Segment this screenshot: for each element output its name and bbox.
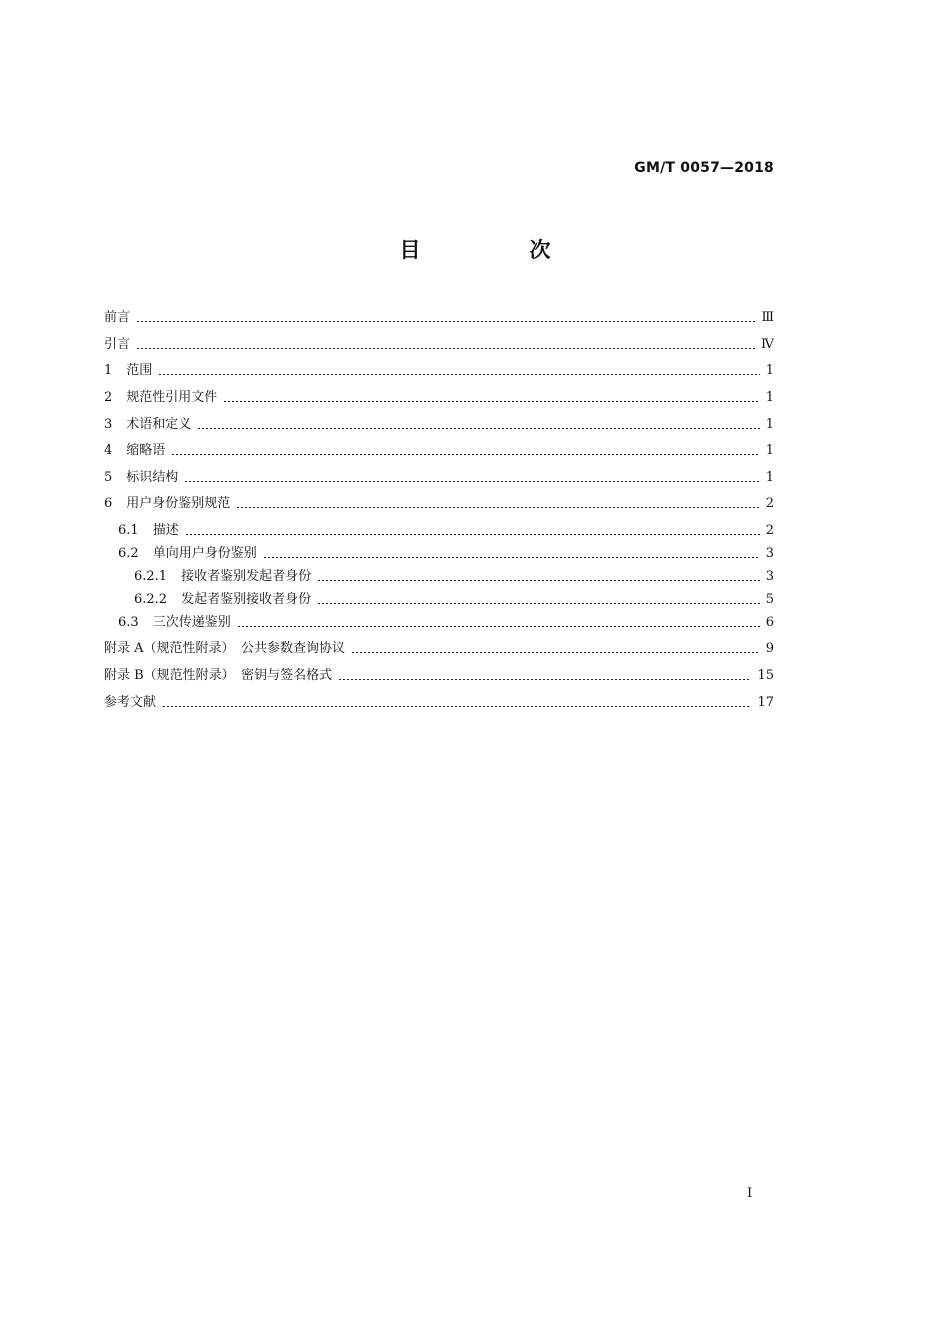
toc-entry-text: 参考文献 — [104, 695, 157, 710]
toc-leader-dots — [237, 626, 760, 627]
toc-entry-label — [104, 694, 162, 712]
toc-entry-number: 1 — [104, 363, 113, 378]
toc-entry-number: 5 — [104, 470, 113, 485]
toc-entry[interactable] — [104, 414, 774, 434]
toc-leader-dots — [223, 401, 759, 402]
toc-entry-label — [104, 389, 223, 407]
toc-entry-text: 附录 A（规范性附录） 公共参数查询协议 — [104, 641, 346, 656]
toc-entry[interactable] — [104, 334, 774, 354]
toc-entry-page: Ⅲ — [761, 310, 774, 325]
toc-entry-number: 6.2.1 — [134, 569, 168, 584]
toc-entry-number: 2 — [104, 390, 113, 405]
toc-leader-dots — [263, 557, 760, 558]
toc-leader-dots — [317, 603, 760, 604]
toc-entry-label — [104, 495, 236, 513]
toc-entry-label — [104, 667, 338, 685]
toc-entry-text: 单向用户身份鉴别 — [152, 546, 257, 561]
toc-leader-dots — [317, 580, 760, 581]
toc-entry-page: 1 — [765, 417, 774, 432]
toc-entry-text: 缩略语 — [126, 443, 166, 458]
toc-entry-page: 3 — [765, 546, 774, 561]
toc-entry-text: 范围 — [126, 363, 153, 378]
toc-entry-number: 6.1 — [118, 523, 139, 538]
toc-leader-dots — [136, 348, 755, 349]
toc-entry-text: 术语和定义 — [126, 417, 192, 432]
toc-entry-page: 17 — [757, 695, 774, 710]
toc-entry-number: 4 — [104, 443, 113, 458]
toc-entry[interactable] — [104, 638, 774, 658]
toc-entry-number: 3 — [104, 417, 113, 432]
toc-leader-dots — [236, 507, 759, 508]
toc-entry-text: 三次传递鉴别 — [152, 615, 231, 630]
toc-entry[interactable] — [104, 612, 774, 632]
toc-entry-page: 9 — [765, 641, 774, 656]
page-number: Ⅰ — [747, 1186, 753, 1201]
toc-leader-dots — [171, 454, 759, 455]
toc-entry-page: 1 — [765, 470, 774, 485]
toc-leader-dots — [351, 652, 760, 653]
toc-entry-text: 前言 — [104, 310, 131, 325]
toc-entry-label — [104, 416, 197, 434]
toc-leader-dots — [338, 679, 751, 680]
toc-entry-label — [134, 568, 317, 586]
toc-entry[interactable] — [104, 566, 774, 586]
toc-entry-label — [104, 309, 136, 327]
toc-entry-label — [104, 362, 158, 380]
toc-entry-page: 6 — [765, 615, 774, 630]
toc-leader-dots — [197, 428, 759, 429]
toc-leader-dots — [158, 374, 759, 375]
toc-entry-text: 规范性引用文件 — [126, 390, 218, 405]
toc-entry-page: 5 — [765, 592, 774, 607]
toc-entry-number: 6.2 — [118, 546, 139, 561]
toc-entry-page: 1 — [765, 443, 774, 458]
toc-entry-text: 标识结构 — [126, 470, 179, 485]
toc-entry-text: 用户身份鉴别规范 — [126, 496, 231, 511]
toc-entry-label — [118, 545, 263, 563]
toc-entry[interactable] — [104, 543, 774, 563]
toc-entry-label — [104, 469, 184, 487]
toc-entry-text: 接收者鉴别发起者身份 — [181, 569, 312, 584]
toc-entry[interactable] — [104, 387, 774, 407]
toc-entry[interactable] — [104, 665, 774, 685]
toc-entry[interactable] — [104, 692, 774, 712]
toc-entry-text: 发起者鉴别接收者身份 — [181, 592, 312, 607]
toc-entry-number: 6.3 — [118, 615, 139, 630]
toc-entry-label — [118, 522, 185, 540]
toc-entry-label — [104, 442, 171, 460]
toc-entry[interactable] — [104, 440, 774, 460]
toc-entry-page: 3 — [765, 569, 774, 584]
toc-entry-page: 2 — [765, 523, 774, 538]
toc-entry-label — [104, 640, 351, 658]
toc-entry-text: 描述 — [152, 523, 179, 538]
toc-entry-page: 1 — [765, 363, 774, 378]
toc-entry-page: 15 — [757, 668, 774, 683]
toc-entry-text: 附录 B（规范性附录） 密钥与签名格式 — [104, 668, 333, 683]
toc-entry[interactable] — [104, 493, 774, 513]
toc-leader-dots — [162, 706, 751, 707]
toc-entry-page: Ⅳ — [761, 337, 774, 352]
toc-leader-dots — [136, 321, 755, 322]
toc-entry-number: 6.2.2 — [134, 592, 168, 607]
toc-leader-dots — [185, 534, 760, 535]
toc-entry-number: 6 — [104, 496, 113, 511]
toc-entry-page: 1 — [765, 390, 774, 405]
toc-entry-label — [134, 591, 317, 609]
toc-entry-label — [118, 614, 237, 632]
toc-entry-page: 2 — [765, 496, 774, 511]
document-code: GM/T 0057—2018 — [634, 160, 774, 176]
toc-entry-label — [104, 336, 136, 354]
toc-entry[interactable] — [104, 307, 774, 327]
toc-entry-text: 引言 — [104, 337, 131, 352]
toc-title: 目 次 — [399, 238, 595, 262]
toc-entry[interactable] — [104, 467, 774, 487]
toc-entry[interactable] — [104, 589, 774, 609]
toc-entry[interactable] — [104, 360, 774, 380]
toc-leader-dots — [184, 481, 759, 482]
toc-entry[interactable] — [104, 520, 774, 540]
